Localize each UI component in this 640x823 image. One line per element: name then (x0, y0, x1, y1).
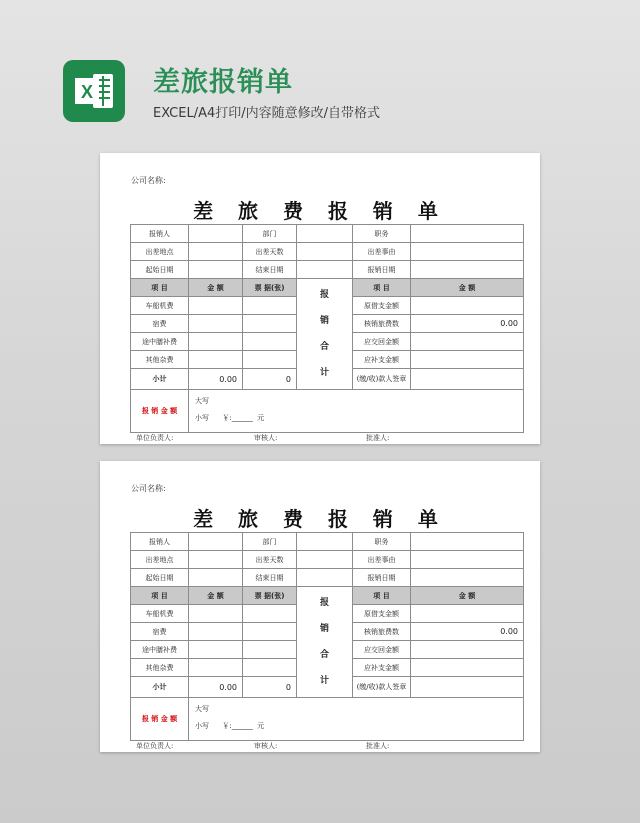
settlement-value[interactable] (411, 641, 524, 659)
input-cell[interactable] (189, 659, 243, 677)
field-label: 出差天数 (243, 551, 297, 569)
input-cell[interactable] (189, 569, 243, 587)
settlement-value[interactable] (411, 351, 524, 369)
input-cell[interactable] (243, 297, 297, 315)
input-cell[interactable] (189, 261, 243, 279)
input-cell[interactable] (297, 551, 353, 569)
settlement-item: 应补支金额 (353, 351, 411, 369)
expense-item: 车船机费 (131, 297, 189, 315)
input-cell[interactable] (243, 623, 297, 641)
field-label: 出差地点 (131, 243, 189, 261)
field-label: 职务 (353, 225, 411, 243)
table-row (131, 551, 524, 569)
field-label: 报销人 (131, 533, 189, 551)
field-label: 结束日期 (243, 261, 297, 279)
field-label: 出差事由 (353, 243, 411, 261)
input-cell[interactable] (189, 605, 243, 623)
table-row (131, 533, 524, 551)
field-label: 部门 (243, 225, 297, 243)
column-header: 票 据(张) (243, 279, 297, 297)
settlement-value[interactable] (411, 297, 524, 315)
reimburse-amount-label: 报 销 金 额 (131, 390, 189, 433)
settlement-value[interactable]: 0.00 (411, 623, 524, 641)
form-sheet-2 (100, 461, 540, 752)
input-cell[interactable] (243, 315, 297, 333)
input-cell[interactable] (297, 243, 353, 261)
reimbursement-table (130, 532, 524, 741)
page-subtitle: EXCEL/A4打印/内容随意修改/自带格式 (153, 106, 381, 121)
column-header: 金 额 (411, 587, 524, 605)
sign-review-label: 审核人: (254, 434, 278, 442)
field-label: 出差天数 (243, 243, 297, 261)
company-label: 公司名称: (131, 176, 166, 185)
field-label: 部门 (243, 533, 297, 551)
subtotal-amount: 0.00 (189, 369, 243, 390)
settlement-item: 原借支金额 (353, 605, 411, 623)
table-row (131, 569, 524, 587)
subtotal-receipts: 0 (243, 677, 297, 698)
summary-vertical-label: 报 销 合 计 (297, 279, 353, 390)
column-header: 金 额 (189, 587, 243, 605)
settlement-value[interactable]: 0.00 (411, 315, 524, 333)
input-cell[interactable] (297, 225, 353, 243)
table-row (131, 698, 524, 741)
column-header: 票 据(张) (243, 587, 297, 605)
field-label: 报销人 (131, 225, 189, 243)
expense-item: 途中膳补费 (131, 641, 189, 659)
column-header: 项 目 (353, 279, 411, 297)
input-cell[interactable] (411, 533, 524, 551)
settlement-item: 应交回金额 (353, 333, 411, 351)
input-cell[interactable] (297, 569, 353, 587)
reimburse-amount-label: 报 销 金 额 (131, 698, 189, 741)
input-cell[interactable] (189, 551, 243, 569)
company-label: 公司名称: (131, 484, 166, 493)
settlement-item: 应交回金额 (353, 641, 411, 659)
input-cell[interactable] (189, 623, 243, 641)
page-title: 差旅报销单 (153, 67, 293, 98)
sign-unit-label: 单位负责人: (136, 742, 174, 750)
reimbursement-table (130, 224, 524, 433)
lowercase-line: 小写 ￥:______ 元 (195, 414, 265, 422)
subtotal-receipts: 0 (243, 369, 297, 390)
column-header: 项 目 (353, 587, 411, 605)
input-cell[interactable] (243, 605, 297, 623)
table-row (131, 243, 524, 261)
subtotal-label: 小计 (131, 369, 189, 390)
settlement-value[interactable] (411, 605, 524, 623)
sign-approve-label: 批准人: (366, 742, 390, 750)
input-cell[interactable] (189, 333, 243, 351)
input-cell[interactable] (243, 351, 297, 369)
amount-words-cell[interactable] (189, 698, 524, 741)
input-cell[interactable] (411, 369, 524, 390)
form-title: 差 旅 费 报 销 单 (193, 199, 447, 223)
input-cell[interactable] (189, 351, 243, 369)
input-cell[interactable] (243, 641, 297, 659)
subtotal-amount: 0.00 (189, 677, 243, 698)
settlement-item: 核销旅费数 (353, 315, 411, 333)
input-cell[interactable] (189, 225, 243, 243)
field-label: 出差地点 (131, 551, 189, 569)
form-title: 差 旅 费 报 销 单 (193, 507, 447, 531)
settlement-item: 核销旅费数 (353, 623, 411, 641)
input-cell[interactable] (411, 677, 524, 698)
field-label: 报销日期 (353, 569, 411, 587)
input-cell[interactable] (297, 533, 353, 551)
input-cell[interactable] (411, 243, 524, 261)
settlement-item: (缴/收)款人签章 (353, 677, 411, 698)
uppercase-label: 大写 (195, 397, 209, 405)
sign-unit-label: 单位负责人: (136, 434, 174, 442)
table-header-row (131, 279, 524, 297)
input-cell[interactable] (243, 333, 297, 351)
table-row (131, 261, 524, 279)
column-header: 项 目 (131, 587, 189, 605)
input-cell[interactable] (189, 641, 243, 659)
expense-item: 宿费 (131, 315, 189, 333)
field-label: 起始日期 (131, 261, 189, 279)
subtotal-label: 小计 (131, 677, 189, 698)
lowercase-line: 小写 ￥:______ 元 (195, 722, 265, 730)
expense-item: 宿费 (131, 623, 189, 641)
column-header: 金 额 (189, 279, 243, 297)
table-header-row (131, 587, 524, 605)
summary-vertical-label: 报 销 合 计 (297, 587, 353, 698)
column-header: 金 额 (411, 279, 524, 297)
field-label: 出差事由 (353, 551, 411, 569)
settlement-item: (缴/收)款人签章 (353, 369, 411, 390)
input-cell[interactable] (189, 533, 243, 551)
settlement-item: 应补支金额 (353, 659, 411, 677)
input-cell[interactable] (189, 297, 243, 315)
expense-item: 其他杂费 (131, 351, 189, 369)
settlement-value[interactable] (411, 333, 524, 351)
excel-logo-icon (63, 60, 125, 122)
sign-review-label: 审核人: (254, 742, 278, 750)
input-cell[interactable] (411, 551, 524, 569)
field-label: 起始日期 (131, 569, 189, 587)
input-cell[interactable] (189, 243, 243, 261)
table-row (131, 390, 524, 433)
settlement-item: 原借支金额 (353, 297, 411, 315)
input-cell[interactable] (411, 569, 524, 587)
settlement-value[interactable] (411, 659, 524, 677)
expense-item: 其他杂费 (131, 659, 189, 677)
amount-words-cell[interactable] (189, 390, 524, 433)
input-cell[interactable] (189, 315, 243, 333)
table-row (131, 225, 524, 243)
input-cell[interactable] (297, 261, 353, 279)
svg-text:X: X (80, 82, 94, 102)
sign-approve-label: 批准人: (366, 434, 390, 442)
field-label: 职务 (353, 533, 411, 551)
input-cell[interactable] (243, 659, 297, 677)
expense-item: 车船机费 (131, 605, 189, 623)
form-sheet-1 (100, 153, 540, 444)
expense-item: 途中膳补费 (131, 333, 189, 351)
input-cell[interactable] (411, 225, 524, 243)
field-label: 报销日期 (353, 261, 411, 279)
column-header: 项 目 (131, 279, 189, 297)
input-cell[interactable] (411, 261, 524, 279)
field-label: 结束日期 (243, 569, 297, 587)
uppercase-label: 大写 (195, 705, 209, 713)
